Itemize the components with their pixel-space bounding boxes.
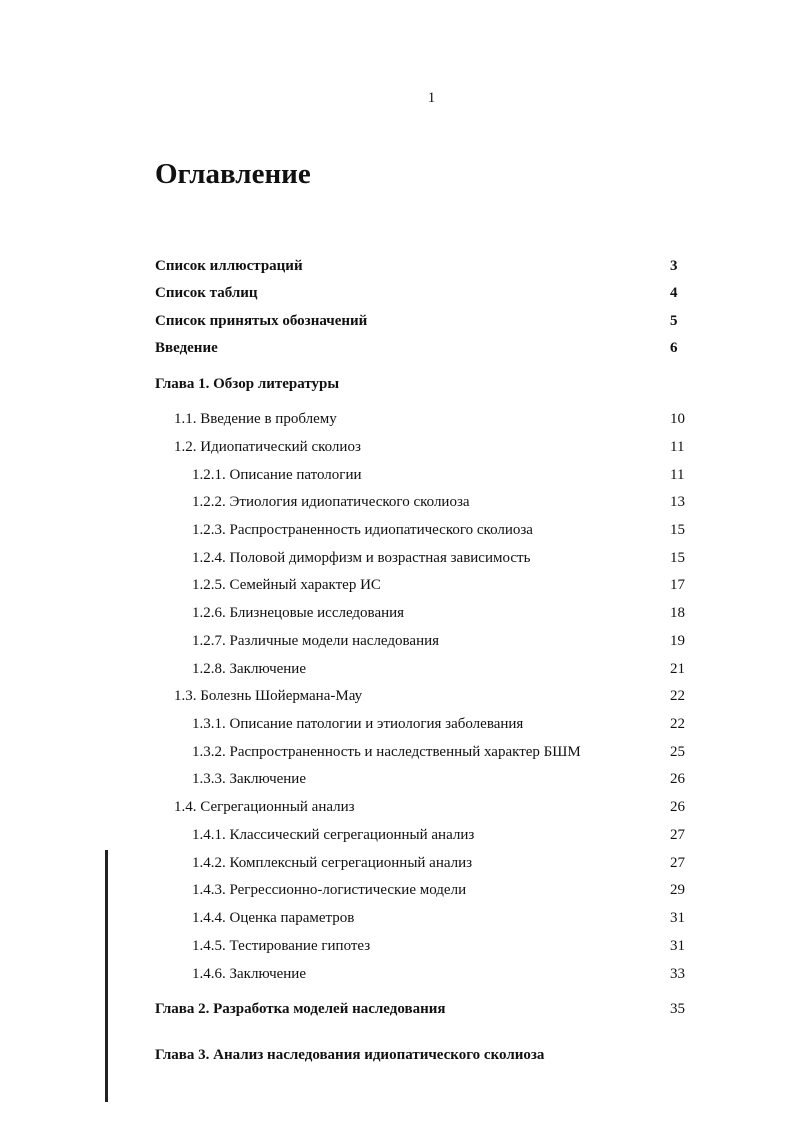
toc-entry-page: 3 — [670, 258, 678, 274]
toc-entry-label: 1.2.1. Описание патологии — [192, 467, 362, 483]
toc-entry-label: Список принятых обозначений — [155, 313, 368, 329]
toc-entry-page: 21 — [670, 661, 685, 677]
toc-entry-page: 31 — [670, 910, 685, 926]
toc-entry-page: 5 — [670, 313, 678, 329]
toc-entry-page: 6 — [670, 340, 678, 356]
toc-entry-label: Глава 3. Анализ наследования идиопатического сколиоза — [155, 1047, 545, 1063]
toc-entry-label: 1.2. Идиопатический сколиоз — [174, 439, 361, 455]
toc-entry-page: 25 — [670, 744, 685, 760]
scan-edge-line — [105, 850, 108, 1102]
toc-entry-page: 10 — [670, 411, 685, 427]
toc-entry-label: 1.2.5. Семейный характер ИС — [192, 577, 381, 593]
toc-entry-page: 15 — [670, 550, 685, 566]
page-number: 1 — [427, 90, 436, 106]
toc-entry-page: 11 — [670, 439, 685, 455]
toc-entry-label: 1.4.6. Заключение — [192, 966, 306, 982]
toc-entry-label: 1.3.1. Описание патологии и этиология заболевания — [192, 716, 524, 732]
toc-entry-label: 1.2.8. Заключение — [192, 661, 306, 677]
toc-entry-page: 15 — [670, 522, 685, 538]
toc-entry-label: 1.4.3. Регрессионно-логистические модели — [192, 882, 467, 898]
toc-entry-label: 1.4.2. Комплексный сегрегационный анализ — [192, 855, 473, 871]
toc-entry-label: 1.2.6. Близнецовые исследования — [192, 605, 405, 621]
toc-entry-label: 1.3.2. Распространенность и наследственный характер БШМ — [192, 744, 581, 760]
toc-entry-page: 13 — [670, 494, 685, 510]
toc-entry-label: 1.2.4. Половой диморфизм и возрастная зависимость — [192, 550, 531, 566]
toc-entry-label: Список иллюстраций — [155, 258, 303, 274]
toc-entry-page: 29 — [670, 882, 685, 898]
toc-entry-page: 19 — [670, 633, 685, 649]
toc-entry-label: Глава 2. Разработка моделей наследования — [155, 1001, 446, 1017]
toc-entry-page: 11 — [670, 467, 685, 483]
toc-entry-page: 27 — [670, 827, 685, 843]
toc-entry-page: 18 — [670, 605, 685, 621]
toc-entry-page: 22 — [670, 716, 685, 732]
page-title: Оглавление — [155, 158, 311, 190]
toc-entry-label: 1.3. Болезнь Шойермана-Мау — [174, 688, 363, 704]
toc-entry-label: 1.3.3. Заключение — [192, 771, 306, 787]
toc-entry-label: Список таблиц — [155, 285, 258, 301]
toc-entry-label: 1.1. Введение в проблему — [174, 411, 337, 427]
toc-entry-label: 1.4. Сегрегационный анализ — [174, 799, 355, 815]
toc-entry-page: 27 — [670, 855, 685, 871]
toc-entry-label: 1.4.4. Оценка параметров — [192, 910, 355, 926]
toc-entry-page: 17 — [670, 577, 685, 593]
toc-entry-label: Глава 1. Обзор литературы — [155, 376, 340, 392]
toc-entry-label: 1.2.3. Распространенность идиопатического сколиоза — [192, 522, 533, 538]
toc-entry-label: Введение — [155, 340, 218, 356]
toc-entry-page: 4 — [670, 285, 678, 301]
toc-entry-page: 26 — [670, 799, 685, 815]
toc-entry-label: 1.4.1. Классический сегрегационный анализ — [192, 827, 475, 843]
toc-entry-page: 33 — [670, 966, 685, 982]
toc-entry-page: 22 — [670, 688, 685, 704]
toc-entry-label: 1.4.5. Тестирование гипотез — [192, 938, 371, 954]
toc-entry-page: 26 — [670, 771, 685, 787]
toc-entry-label: 1.2.7. Различные модели наследования — [192, 633, 440, 649]
toc-entry-label: 1.2.2. Этиология идиопатического сколиоза — [192, 494, 470, 510]
toc-entry-page: 31 — [670, 938, 685, 954]
toc-entry-page: 35 — [670, 1001, 685, 1017]
